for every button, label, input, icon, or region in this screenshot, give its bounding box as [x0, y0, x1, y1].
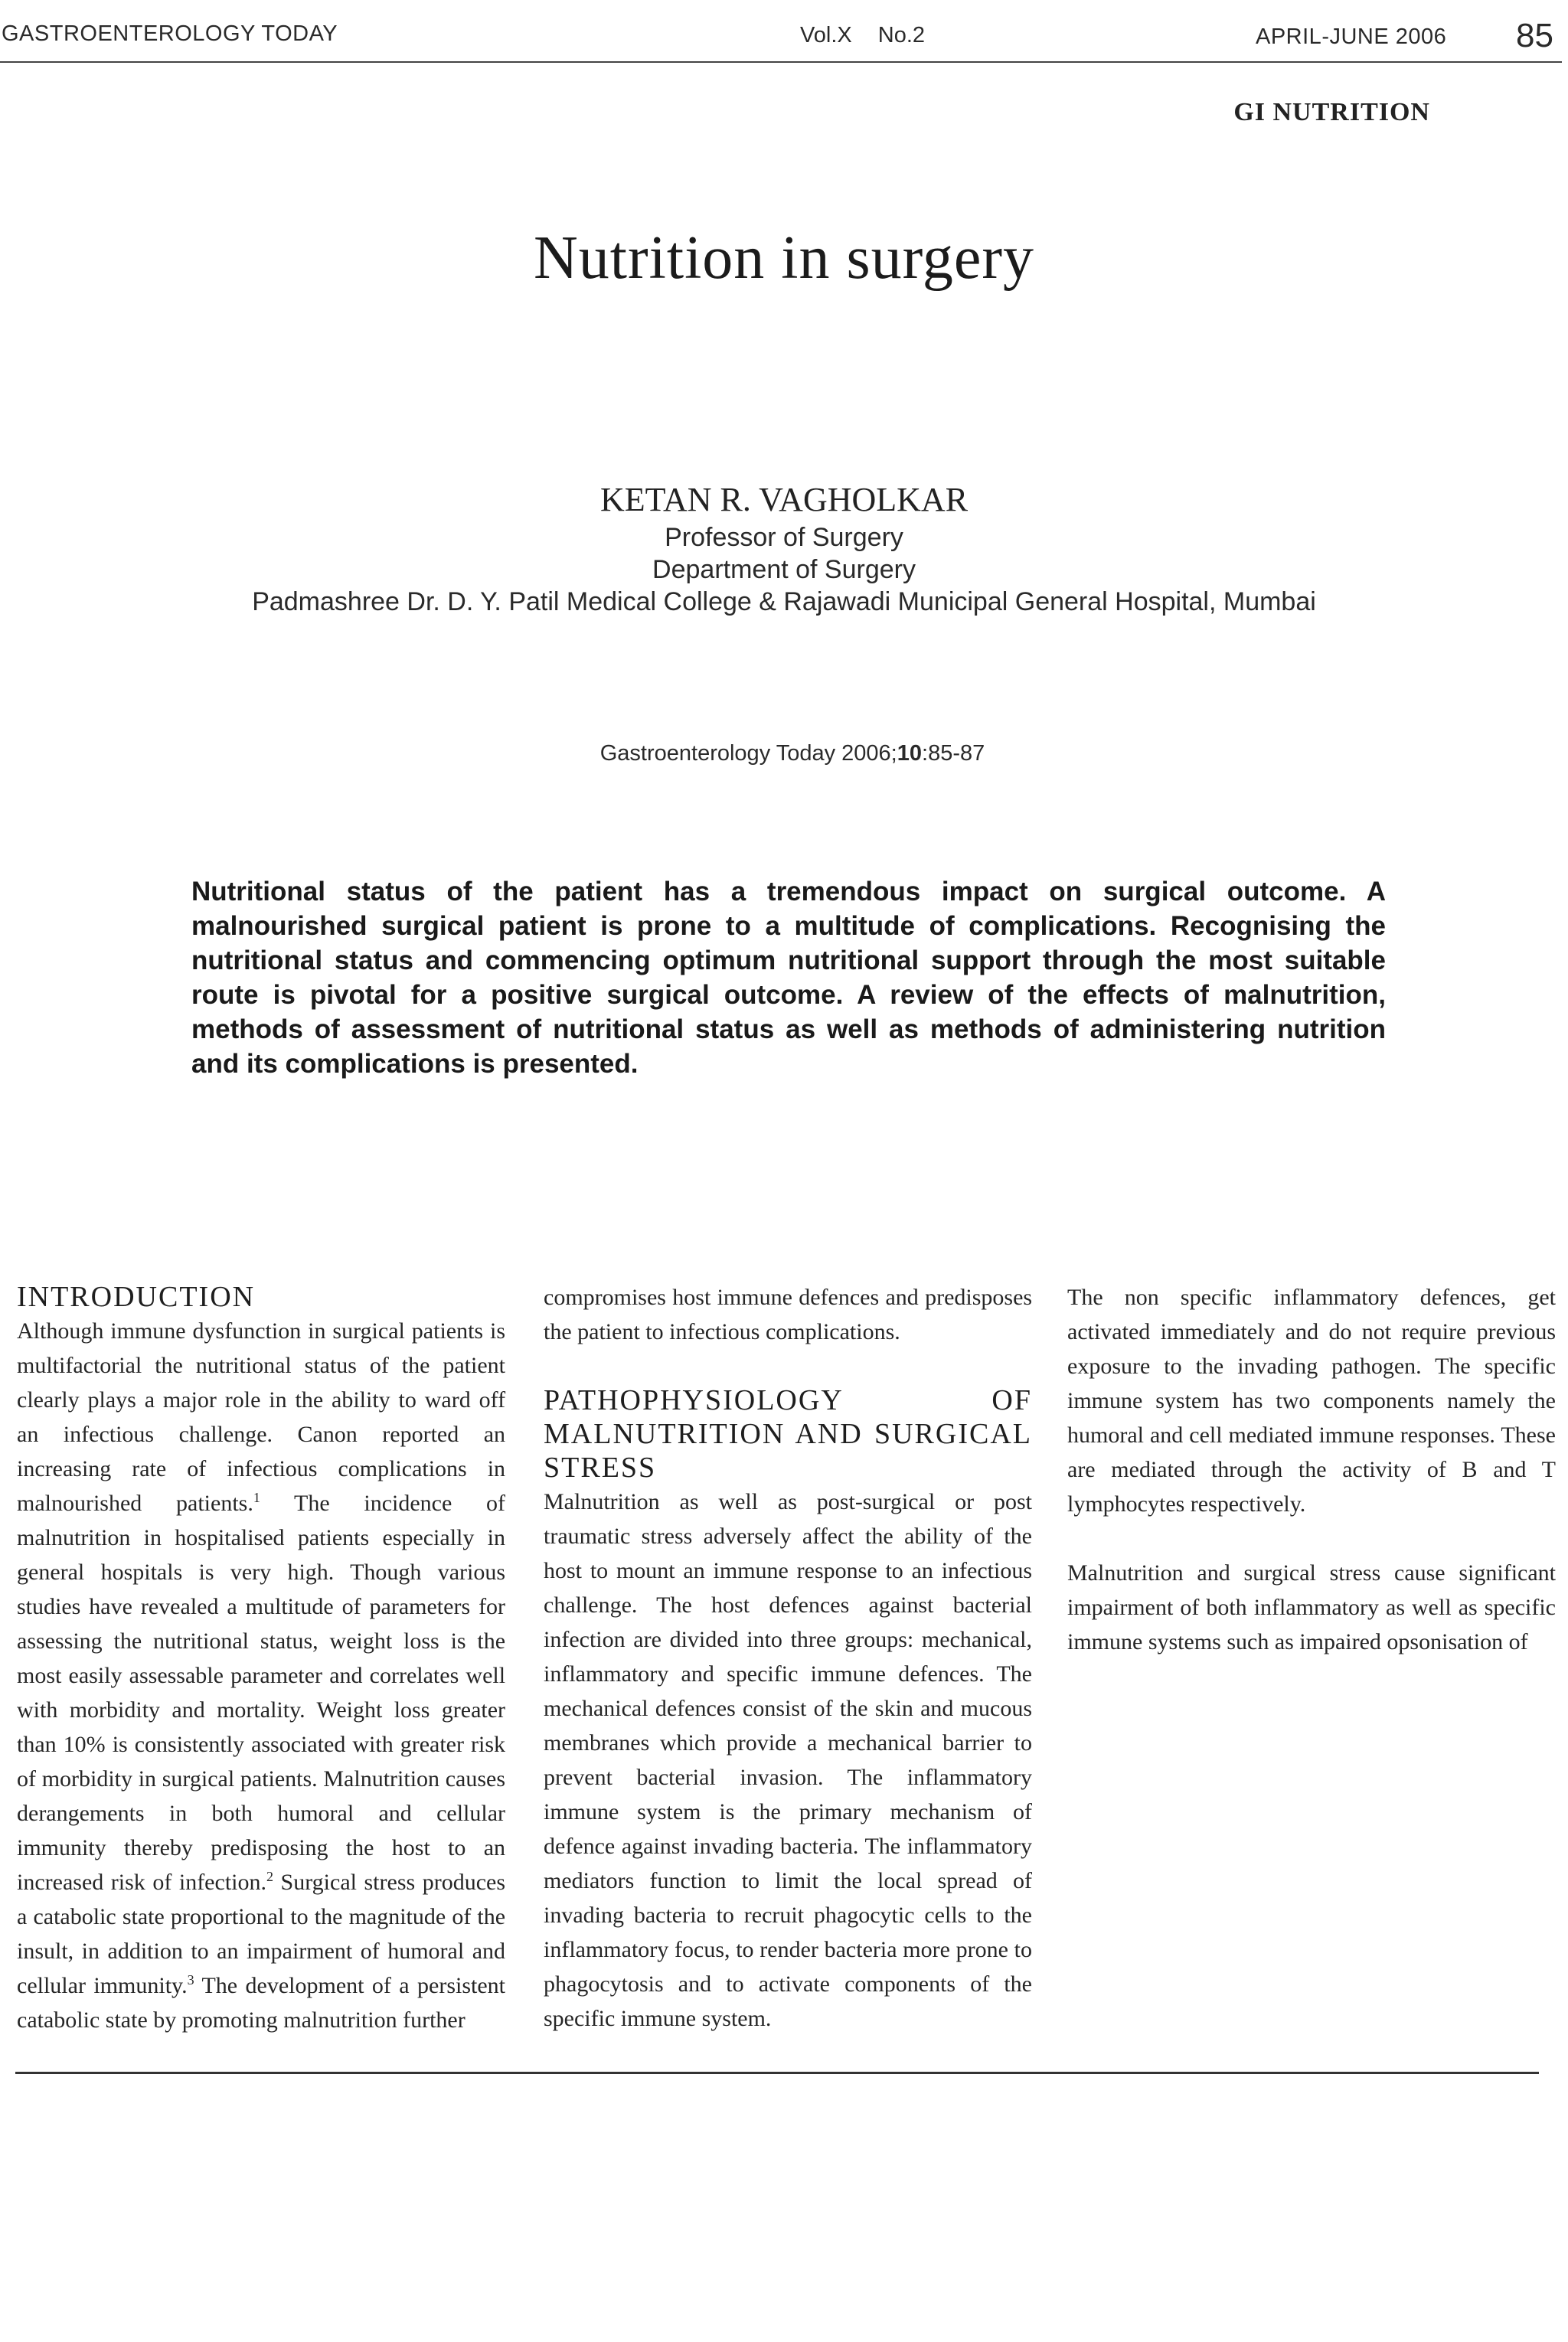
- pathophysiology-paragraph-2: The non specific inflammatory defences, get activated immediately and do not require previous exposure to the invading pathogen. The specific immune system has two components namely the humoral and cell mediated immune responses. These are mediated through the activity of B and T lymphocytes respectively.: [1067, 1285, 1556, 1517]
- volume-issue: [800, 23, 925, 48]
- citation-line: [0, 741, 1568, 766]
- footer-rule: [15, 2072, 1539, 2074]
- reference-2: 2: [266, 1869, 273, 1884]
- pathophysiology-paragraph-3: Malnutrition and surgical stress cause significant impairment of both inflammatory as well as specific immune systems such as impaired opsonisation of: [1067, 1560, 1556, 1654]
- issue-number: No.2: [877, 23, 926, 47]
- article-body: [17, 1280, 1556, 2046]
- citation-volume: 10: [897, 741, 923, 766]
- column-1: [17, 1280, 505, 2037]
- citation-prefix: Gastroenterology Today 2006;: [599, 741, 897, 766]
- citation-pages: :85-87: [922, 741, 985, 766]
- running-header: [0, 17, 1568, 63]
- introduction-paragraph-continued: compromises host immune defences and predisposes the patient to infectious complications.: [544, 1285, 1033, 1344]
- pathophysiology-paragraph-1: Malnutrition as well as post-surgical or post traumatic stress adversely affect the ability of the host to mount an immune response to an infectious challenge. The host defences against bacterial infection are divided into three groups: mechanical, inflammatory and specific immune defences. The mechanical defences consist of the skin and mucous membranes which provide a mechanical barrier to prevent bacterial invasion. The inflammatory immune system is the primary mechanism of defence against invading bacteria. The inflammatory mediators function to limit the local spread of invading bacteria to recruit phagocytic cells to the inflammatory focus, to render bacteria more prone to phagocytosis and to activate components of the specific immune system.: [544, 1489, 1032, 2031]
- journal-name: GASTROENTEROLOGY TODAY: [2, 21, 338, 46]
- section-label: GI NUTRITION: [1233, 98, 1430, 126]
- introduction-paragraph-part-1: Although immune dysfunction in surgical patients is multifactorial the nutritional status of the patient clearly plays a major role in the ability to ward off an infectious challenge. Canon reported an increasing rate of infectious complications in malnourished patients.$^1$ The incidence of malnutrition in hospitalised patients especially in general hospitals is very high. Though various studies have revealed a multitude of parameters for assessing the nutritional status, weight loss is the most easily assessable parameter and correlates well with morbidity and mortality. Weight loss greater than 10% is consistently associated with greater risk of morbidity in surgical patients. Malnutrition causes derangements in both humoral and cellular immunity thereby predisposing the host to an increased risk of infection.$^2$ Surgical stress produces a catabolic state proportional to the magnitude of the insult, in addition to an impairment of humoral and cellular immunity.$^3$ The development of a persistent catabolic state by promoting malnutrition further: [17, 1318, 506, 2033]
- header-rule: [0, 61, 1562, 63]
- author-institution: Padmashree Dr. D. Y. Patil Medical College & Rajawadi Municipal General Hospital, Mumbai: [252, 587, 1316, 616]
- author-name: KETAN R. VAGHOLKAR: [599, 481, 969, 518]
- column-3: [1067, 1280, 1556, 1659]
- article-title: Nutrition in surgery: [533, 224, 1035, 292]
- page-number: 85: [1516, 17, 1553, 54]
- column-2: [544, 1280, 1032, 2036]
- author-position: Professor of Surgery: [665, 523, 903, 552]
- introduction-heading: INTRODUCTION: [17, 1281, 256, 1313]
- pathophysiology-heading: PATHOPHYSIOLOGY OF MALNUTRITION AND SURGICAL STRESS: [544, 1384, 1032, 1484]
- issue-date: APRIL-JUNE 2006: [1256, 24, 1447, 49]
- author-department: Department of Surgery: [652, 555, 916, 584]
- abstract: Nutritional status of the patient has a tremendous impact on surgical outcome. A malnourished surgical patient is prone to a multitude of complications. Recognising the nutritional status and commencing optimum nutritional support through the most suitable route is pivotal for a positive surgical outcome. A review of the effects of malnutrition, methods of assessment of nutritional status as well as methods of administering nutrition and its complications is presented.: [191, 877, 1386, 1079]
- author-block: [0, 479, 1568, 618]
- reference-3: 3: [187, 1972, 194, 1988]
- volume-number: Vol.X: [800, 23, 852, 47]
- reference-1: 1: [253, 1490, 260, 1505]
